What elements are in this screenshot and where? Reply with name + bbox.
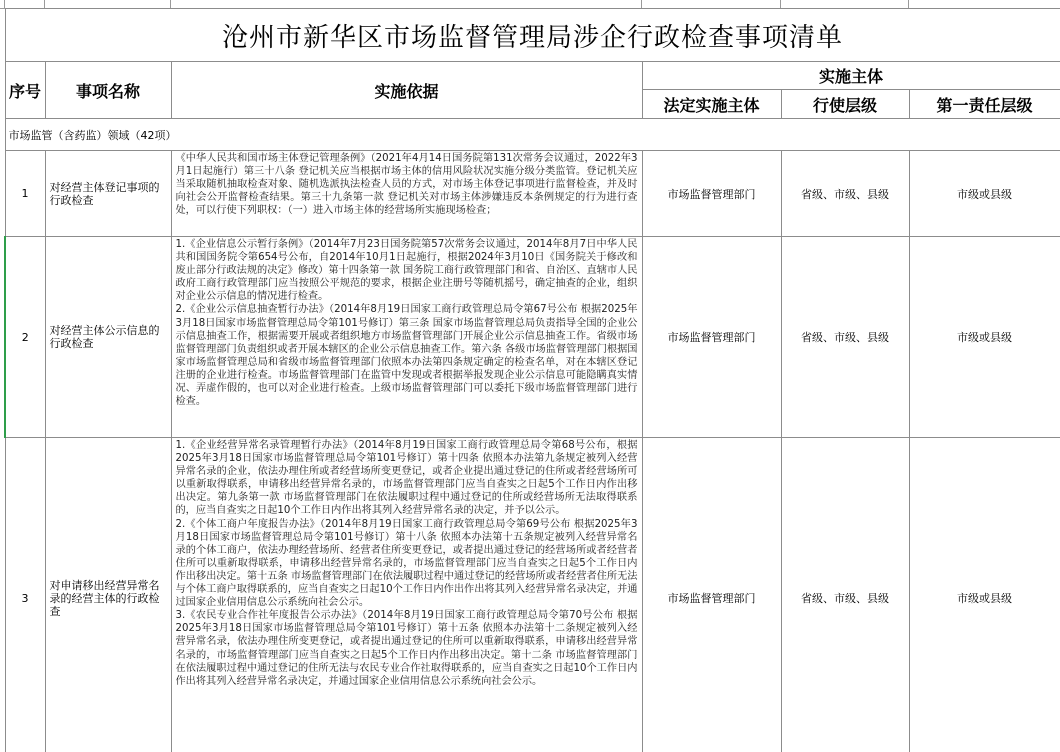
row-item-name[interactable]: 对申请移出经营异常名录的经营主体的行政检查 bbox=[45, 438, 171, 752]
basis-paragraph: 2.《个体工商户年度报告办法》（2014年8月19日国家工商行政管理总局令第69号公布 根据2025年3月18日国家市场监督管理总局令第101号修订）第十八条 依照本办法第十五条规定被列入经营异常名录的个体工商户，依法办理经营场所、经营者住所变更登记，或者提出通过登记的经营场所或者经营者住所可以重新取得联系，申请移出经营异常名录的，市场监督管理部门应当自查实之日起5个工作日内作出移出决定。第十五条 市场监督管理部门在依法履职过程中通过登记的经营场所或者经营者住所无法与个体工商户取得联系的，应当自查实之日起10个工作日内作出作出将其列入经营异常名录决定，并通过国家企业信用信息公示系统向社会公示。 bbox=[175, 518, 638, 609]
row-item-name[interactable]: 对经营主体登记事项的行政检查 bbox=[45, 151, 171, 237]
table-row bbox=[5, 438, 1060, 752]
header-implementing-subject[interactable]: 实施主体 bbox=[642, 62, 1060, 90]
header-exercise-level[interactable]: 行使层级 bbox=[781, 90, 909, 119]
header-basis[interactable]: 实施依据 bbox=[171, 62, 642, 119]
row-exercise-level[interactable]: 省级、市级、县级 bbox=[781, 237, 909, 438]
row-index[interactable]: 1 bbox=[5, 151, 45, 237]
row-basis[interactable] bbox=[171, 438, 642, 752]
basis-paragraph: 《中华人民共和国市场主体登记管理条例》（2021年4月14日国务院第131次常务会议通过，2022年3月1日起施行）第三十八条 登记机关应当根据市场主体的信用风险状况实施分级分类监管。登记机关应当采取随机抽取检查对象、随机选派执法检查人员的方式，对市场主体登记事项进行监督检查，并及时向社会公开监督检查结果。第三十九条第一款 登记机关对市场主体涉嫌违反本条例规定的行为进行查处，可以行使下列职权：（一）进入市场主体的经营场所实施现场检查； bbox=[175, 153, 638, 217]
inspection-items-table bbox=[4, 8, 1060, 752]
row-first-responsibility-level[interactable]: 市级或县级 bbox=[909, 151, 1060, 237]
basis-paragraph: 2.《企业公示信息抽查暂行办法》（2014年8月19日国家工商行政管理总局令第67号公布 根据2025年3月18日国家市场监督管理总局令第101号修订）第三条 国家市场监督管理总局负责指导全国的企业公示信息抽查工作，根据需要开展或者组织地方市场监督管理部门开展企业公示信息抽查工作。省级市场监督管理部门负责组织或者开展本辖区的企业公示信息抽查工作。第六条 各级市场监督管理部门根据国家市场监督管理总局和省级市场监督管理部门依照本办法第四条规定确定的检查名单，对在本辖区登记注册的企业进行检查。市场监督管理部门在监管中发现或者根据举报发现企业公示信息可能隐瞒真实情况、弄虚作假的，也可以对企业进行检查。上级市场监督管理部门可以委托下级市场监督管理部门进行检查。 bbox=[175, 304, 638, 408]
header-first-responsibility-level[interactable]: 第一责任层级 bbox=[909, 90, 1060, 119]
basis-paragraph: 1.《企业信息公示暂行条例》（2014年7月23日国务院第57次常务会议通过，2014年8月7日中华人民共和国国务院令第654号公布，自2014年10月1日起施行，根据2024年3月10日《国务院关于修改和废止部分行政法规的决定》修改）第十四条第一款 国务院工商行政管理部门和省、自治区、直辖市人民政府工商行政管理部门应当按照公平规范的要求，根据企业注册号等随机摇号，确定抽查的企业，组织对企业公示信息的情况进行检查。 bbox=[175, 239, 638, 303]
row-legal-subject[interactable]: 市场监督管理部门 bbox=[642, 151, 781, 237]
header-legal-subject[interactable]: 法定实施主体 bbox=[642, 90, 781, 119]
basis-paragraph: 3.《农民专业合作社年度报告公示办法》（2014年8月19日国家工商行政管理总局令第70号公布 根据2025年3月18日国家市场监督管理总局令第101号修订）第十五条 依照本办法第十二条规定被列入经营异常名录，依法办理住所变更登记，或者提出通过登记的住所可以重新取得联系，申请移出经营异常名录的，市场监督管理部门应当自查实之日起5个工作日内作出移出决定。第十二条 市场监督管理部门在依法履职过程中通过登记的住所无法与农民专业合作社取得联系的，应当自查实之日起10个工作日内作出将其列入经营异常名录决定，并通过国家企业信用信息公示系统向社会公示。 bbox=[175, 610, 638, 687]
row-index[interactable]: 3 bbox=[5, 438, 45, 752]
row-exercise-level[interactable]: 省级、市级、县级 bbox=[781, 438, 909, 752]
row-basis[interactable] bbox=[171, 151, 642, 237]
document-title[interactable]: 沧州市新华区市场监督管理局涉企行政检查事项清单 bbox=[5, 9, 1060, 62]
domain-row[interactable]: 市场监管（含药监）领域（42项） bbox=[5, 119, 1060, 151]
table-row bbox=[5, 237, 1060, 438]
header-item-name[interactable]: 事项名称 bbox=[45, 62, 171, 119]
row-legal-subject[interactable]: 市场监督管理部门 bbox=[642, 438, 781, 752]
header-index[interactable]: 序号 bbox=[5, 62, 45, 119]
row-basis[interactable] bbox=[171, 237, 642, 438]
row-exercise-level[interactable]: 省级、市级、县级 bbox=[781, 151, 909, 237]
row-index[interactable]: 2 bbox=[5, 237, 45, 438]
row-first-responsibility-level[interactable]: 市级或县级 bbox=[909, 237, 1060, 438]
table-row bbox=[5, 151, 1060, 237]
row-legal-subject[interactable]: 市场监督管理部门 bbox=[642, 237, 781, 438]
row-first-responsibility-level[interactable]: 市级或县级 bbox=[909, 438, 1060, 752]
basis-paragraph: 1.《企业经营异常名录管理暂行办法》（2014年8月19日国家工商行政管理总局令第68号公布，根据2025年3月18日国家市场监督管理总局令第101号修订）第十四条 依照本办法第九条规定被列入经营异常名录的企业，依法办理住所或者经营场所变更登记，或者企业提出通过登记的住所或者经营场所可以重新取得联系，申请移出经营异常名录的，市场监督管理部门应当自查实之日起5个工作日内作出移出决定。第九条第一款 市场监督管理部门在依法履职过程中通过登记的住所或经营场所无法取得联系的，应当自查实之日起10个工作日内作出将其列入经营异常名录的决定，并予以公示。 bbox=[175, 440, 638, 517]
row-item-name[interactable]: 对经营主体公示信息的行政检查 bbox=[45, 237, 171, 438]
